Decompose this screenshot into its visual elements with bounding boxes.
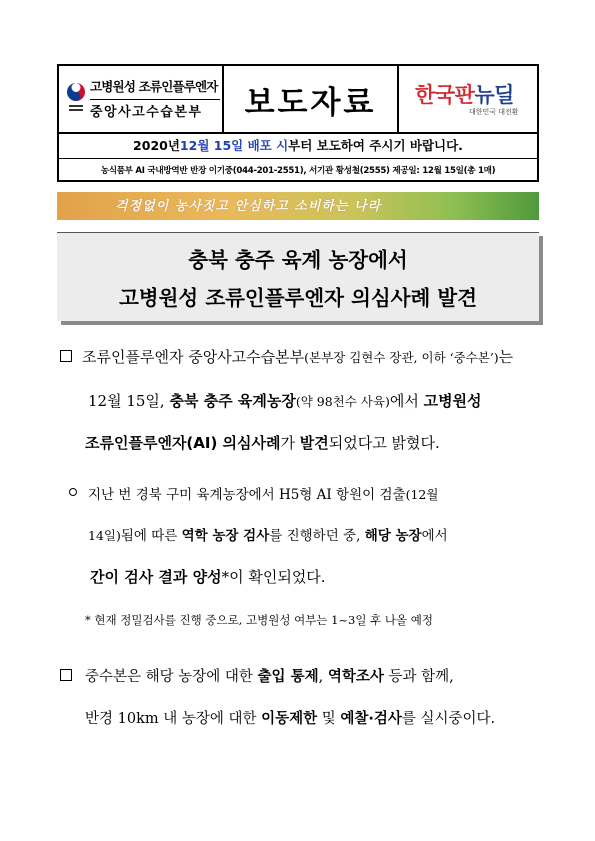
footnote: * 현재 정밀검사를 진행 중으로, 고병원성 여부는 1~3일 후 나올 예정 (85, 613, 433, 627)
text-span: 에서 (389, 392, 424, 410)
emphasis: 이동제한 (261, 711, 318, 727)
emphasis: 간이 검사 결과 양성 (90, 568, 222, 586)
text-span: 반경 10km 내 농장에 대한 (85, 711, 262, 727)
organization-cell (59, 66, 224, 132)
text-span: 등과 함께, (383, 669, 454, 685)
emphasis: 역학 농장 검사 (181, 528, 270, 544)
checkbox-bullet-icon (60, 350, 72, 362)
text-span: 되었다고 밝혔다. (328, 434, 440, 452)
emphasis: 역학조사 (327, 669, 384, 685)
text-span: *이 확인되었다. (221, 568, 326, 586)
emphasis: 해당 농장 (364, 528, 422, 544)
release-post: 부터 보도하여 주시기 바랍니다. (288, 138, 463, 153)
emphasis: 고병원성 (423, 392, 482, 410)
organization-name: 고병원성 조류인플루엔자 (90, 79, 218, 94)
document-type: 보도자료 (244, 84, 377, 121)
headline-line2: 고병원성 조류인플루엔자 의심사례 발견 (118, 286, 478, 310)
paragraph-1-line-2 (88, 390, 482, 411)
circle-bullet-icon (69, 488, 77, 496)
paragraph-2-line-1 (88, 483, 438, 503)
divider (90, 99, 220, 100)
slogan-banner (57, 192, 539, 220)
text-span: (12월 (405, 487, 439, 502)
emphasis: 예찰·검사 (340, 711, 402, 727)
text-span: 조류인플루엔자 중앙사고수습본부 (82, 348, 305, 366)
paragraph-2-line-2 (88, 524, 448, 544)
paragraph-2-line-3 (90, 566, 326, 587)
release-pre: 2020년 (133, 138, 180, 153)
contact-info: 농식품부 AI 국내방역반 반장 이기중(044-201-2551), 서기관 황성철(2555) 제공일: 12월 15일(총 1매) (100, 165, 496, 176)
korean-new-deal-logo (415, 79, 514, 109)
headline-line1: 충북 충주 육계 농장에서 (188, 248, 408, 272)
paragraph-3-line-1 (85, 665, 454, 686)
brand-part2: 뉴딜 (474, 83, 514, 107)
paragraph-3-line-2 (85, 707, 495, 728)
text-span: (본부장 김현수 장관, 이하 ‘중수본’) (304, 350, 499, 365)
checkbox-bullet-icon (60, 669, 72, 681)
government-emblem-icon (65, 81, 87, 115)
document-type-cell (224, 66, 399, 132)
brand-part1: 한국판 (415, 83, 475, 107)
headline-box (57, 232, 539, 321)
text-span: 및 (317, 711, 341, 727)
emphasis: 발견 (299, 434, 329, 452)
text-span: 는 (498, 348, 514, 366)
emphasis: 충북 충주 육계농장 (169, 392, 296, 410)
text-span: 지난 번 경북 구미 육계농장에서 H5형 AI 항원이 검출 (88, 487, 406, 503)
emphasis: 조류인플루엔자(AI) 의심사례 (85, 434, 281, 452)
text-span: , (318, 669, 328, 685)
text-span: 에서 (421, 528, 448, 544)
text-span: (약 98천수 사육) (295, 394, 390, 409)
release-date: 12월 15일 배포 시 (179, 138, 289, 153)
release-embargo (59, 132, 537, 159)
emphasis: 출입 통제 (257, 669, 319, 685)
organization-subname: 중앙사고수습본부 (90, 105, 203, 120)
press-header (57, 64, 539, 182)
paragraph-1-line-3 (85, 432, 440, 453)
text-span: 가 (280, 434, 300, 452)
brand-tagline: 대한민국 대전환 (469, 108, 519, 116)
header-top-row (59, 66, 537, 134)
text-span: 됨에 따른 (120, 528, 182, 544)
text-span: 를 진행하던 중, (269, 528, 365, 544)
text-span: 를 실시중이다. (401, 711, 496, 727)
text-span: 12월 15일, (88, 392, 170, 410)
text-span: 14일) (88, 528, 121, 543)
text-span: 중수본은 해당 농장에 대한 (85, 669, 258, 685)
paragraph-1-line-1 (82, 346, 513, 367)
brand-cell (399, 66, 537, 132)
slogan-text: 걱정없이 농사짓고 안심하고 소비하는 나라 (115, 199, 382, 214)
